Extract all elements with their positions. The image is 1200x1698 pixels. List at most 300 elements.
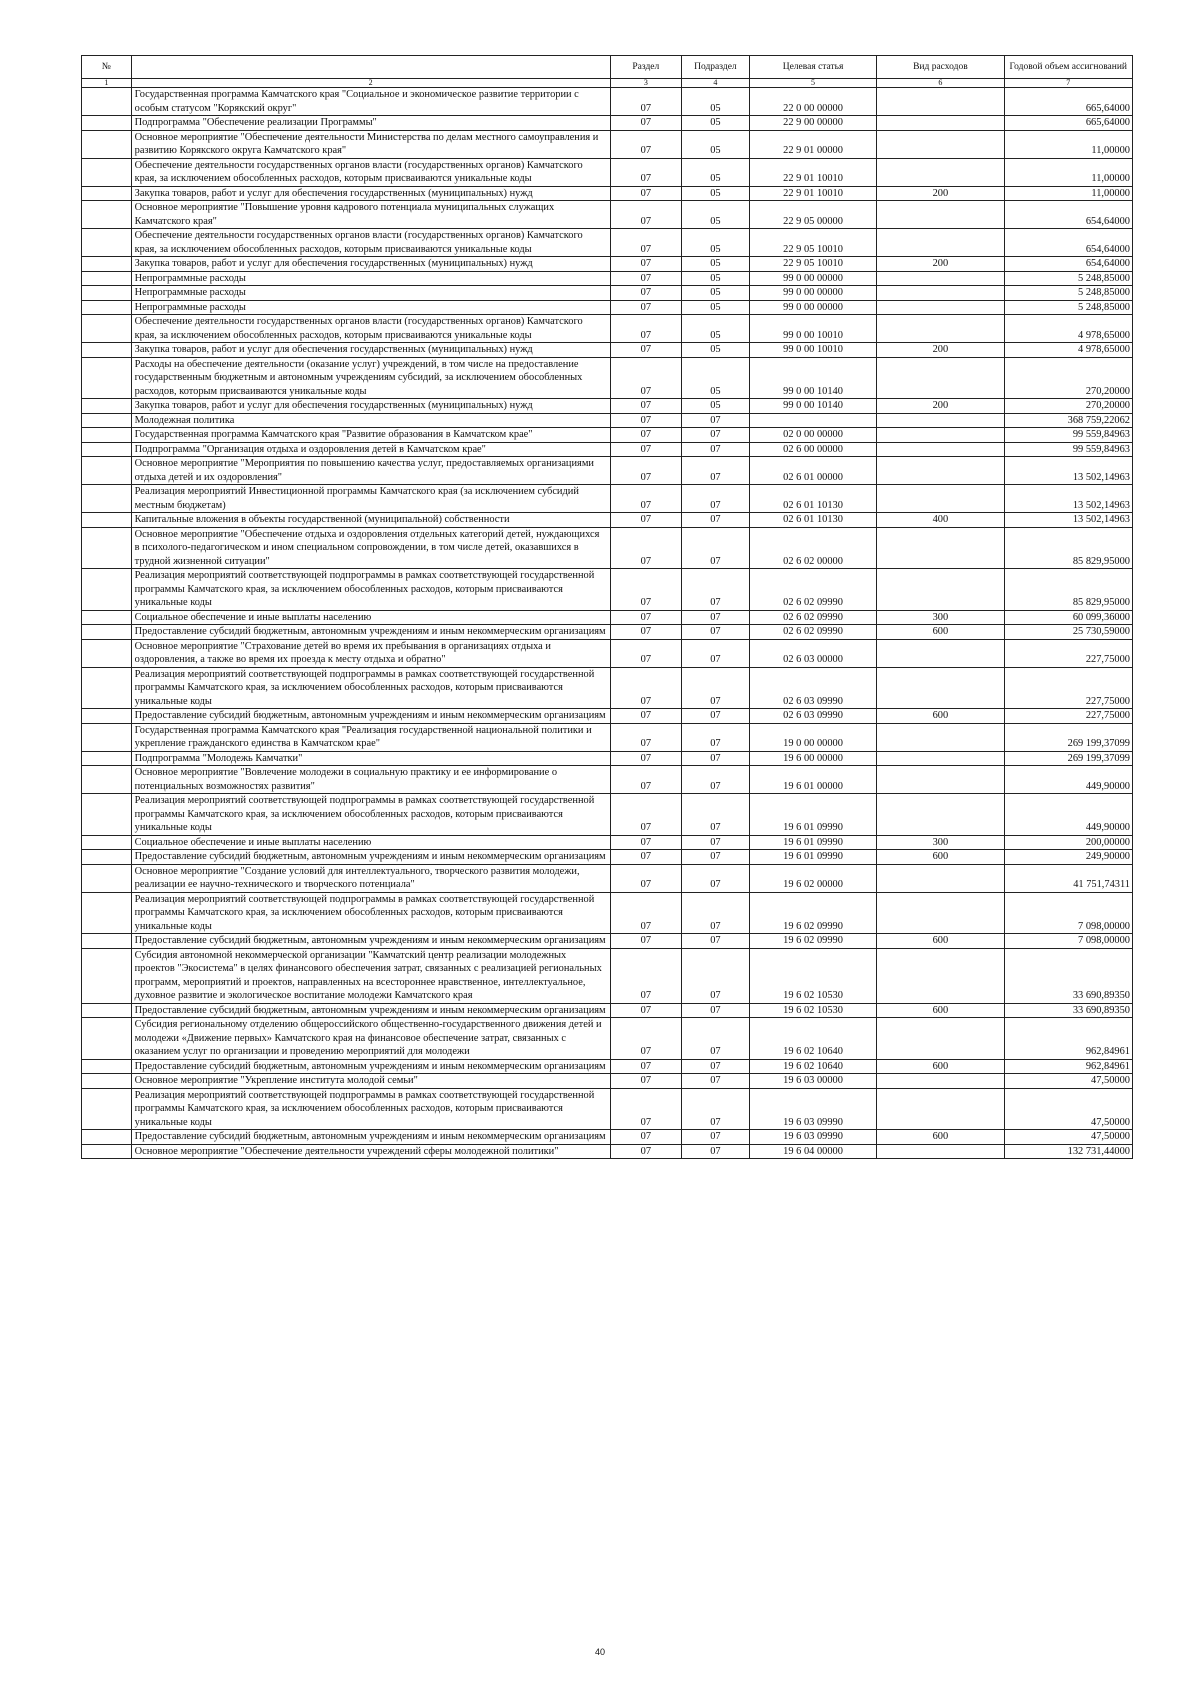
row-name-cell: Непрограммные расходы (131, 271, 610, 286)
row-number-cell (82, 835, 132, 850)
row-number-cell (82, 892, 132, 934)
amount-cell: 449,90000 (1004, 794, 1132, 836)
row-name-cell: Подпрограмма "Организация отдыха и оздоровления детей в Камчатском крае" (131, 442, 610, 457)
target-article-cell: 02 6 03 00000 (749, 639, 876, 667)
table-row (82, 948, 1133, 1003)
row-name-cell: Закупка товаров, работ и услуг для обеспечения государственных (муниципальных) нужд (131, 399, 610, 414)
target-article-cell: 19 6 02 10640 (749, 1018, 876, 1060)
table-row (82, 1130, 1133, 1145)
row-name-cell: Реализация мероприятий соответствующей подпрограммы в рамках соответствующей государственной программы Камчатского края, за исключением обособленных расходов, которым присваиваются уникальные коды (131, 569, 610, 611)
amount-cell: 85 829,95000 (1004, 527, 1132, 569)
amount-cell: 962,84961 (1004, 1018, 1132, 1060)
row-number-cell (82, 751, 132, 766)
expense-type-cell (877, 116, 1004, 131)
row-name-cell: Основное мероприятие "Обеспечение деятельности Министерства по делам местного самоуправления и развитию Корякского округа Камчатского края" (131, 130, 610, 158)
target-article-cell: 02 6 03 09990 (749, 709, 876, 724)
expense-type-cell (877, 1074, 1004, 1089)
amount-cell: 654,64000 (1004, 201, 1132, 229)
razdel-cell: 07 (610, 709, 681, 724)
podrazdel-cell: 05 (681, 300, 749, 315)
table-row (82, 850, 1133, 865)
row-number-cell (82, 625, 132, 640)
row-number-cell (82, 1018, 132, 1060)
header-name (131, 56, 610, 79)
row-name-cell: Подпрограмма "Молодежь Камчатки" (131, 751, 610, 766)
table-row (82, 357, 1133, 399)
expense-type-cell (877, 1018, 1004, 1060)
table-row (82, 569, 1133, 611)
table-row (82, 485, 1133, 513)
row-number-cell (82, 1074, 132, 1089)
amount-cell: 7 098,00000 (1004, 934, 1132, 949)
table-row (82, 1074, 1133, 1089)
podrazdel-cell: 05 (681, 130, 749, 158)
row-number-cell (82, 513, 132, 528)
target-article-cell: 99 0 00 10140 (749, 357, 876, 399)
target-article-cell: 19 6 04 00000 (749, 1144, 876, 1159)
amount-cell: 227,75000 (1004, 667, 1132, 709)
table-row (82, 116, 1133, 131)
razdel-cell: 07 (610, 130, 681, 158)
expense-type-cell (877, 300, 1004, 315)
amount-cell: 33 690,89350 (1004, 1003, 1132, 1018)
expense-type-cell (877, 569, 1004, 611)
column-number: 5 (749, 79, 876, 88)
podrazdel-cell: 05 (681, 158, 749, 186)
row-name-cell: Основное мероприятие "Мероприятия по повышению качества услуг, предоставляемых организациями отдыха детей и их оздоровления" (131, 457, 610, 485)
amount-cell: 227,75000 (1004, 639, 1132, 667)
razdel-cell: 07 (610, 569, 681, 611)
razdel-cell: 07 (610, 639, 681, 667)
row-name-cell: Непрограммные расходы (131, 286, 610, 301)
razdel-cell: 07 (610, 1018, 681, 1060)
row-number-cell (82, 527, 132, 569)
row-name-cell: Основное мероприятие "Обеспечение отдыха и оздоровления отдельных категорий детей, нуждающихся в психолого-педагогическом и ином специальном сопровождении, в том числе детей, оказавшихся в трудной жизненной ситуации" (131, 527, 610, 569)
row-number-cell (82, 1059, 132, 1074)
target-article-cell: 19 6 02 09990 (749, 892, 876, 934)
expense-type-cell (877, 1144, 1004, 1159)
podrazdel-cell: 05 (681, 343, 749, 358)
podrazdel-cell: 07 (681, 527, 749, 569)
expense-type-cell: 400 (877, 513, 1004, 528)
podrazdel-cell: 07 (681, 864, 749, 892)
podrazdel-cell: 05 (681, 116, 749, 131)
expense-type-cell: 200 (877, 343, 1004, 358)
expense-type-cell (877, 286, 1004, 301)
column-number-row (82, 79, 1133, 88)
razdel-cell: 07 (610, 158, 681, 186)
table-row (82, 457, 1133, 485)
table-row (82, 709, 1133, 724)
razdel-cell: 07 (610, 766, 681, 794)
row-number-cell (82, 300, 132, 315)
table-row (82, 158, 1133, 186)
amount-cell: 33 690,89350 (1004, 948, 1132, 1003)
table-row (82, 257, 1133, 272)
expense-type-cell (877, 723, 1004, 751)
row-name-cell: Закупка товаров, работ и услуг для обеспечения государственных (муниципальных) нужд (131, 343, 610, 358)
row-number-cell (82, 428, 132, 443)
row-name-cell: Подпрограмма "Обеспечение реализации Программы" (131, 116, 610, 131)
row-number-cell (82, 257, 132, 272)
table-row (82, 667, 1133, 709)
expense-type-cell (877, 442, 1004, 457)
target-article-cell: 19 6 01 09990 (749, 835, 876, 850)
row-number-cell (82, 271, 132, 286)
podrazdel-cell: 05 (681, 88, 749, 116)
target-article-cell: 19 6 01 09990 (749, 850, 876, 865)
table-row (82, 864, 1133, 892)
razdel-cell: 07 (610, 357, 681, 399)
row-name-cell: Реализация мероприятий соответствующей подпрограммы в рамках соответствующей государственной программы Камчатского края, за исключением обособленных расходов, которым присваиваются уникальные коды (131, 794, 610, 836)
amount-cell: 4 978,65000 (1004, 315, 1132, 343)
target-article-cell: 19 6 03 00000 (749, 1074, 876, 1089)
podrazdel-cell: 05 (681, 257, 749, 272)
razdel-cell: 07 (610, 442, 681, 457)
target-article-cell: 19 6 02 10530 (749, 1003, 876, 1018)
table-row (82, 286, 1133, 301)
row-number-cell (82, 485, 132, 513)
expense-type-cell (877, 413, 1004, 428)
table-row (82, 1059, 1133, 1074)
razdel-cell: 07 (610, 186, 681, 201)
amount-cell: 47,50000 (1004, 1088, 1132, 1130)
razdel-cell: 07 (610, 457, 681, 485)
table-row (82, 201, 1133, 229)
table-row (82, 300, 1133, 315)
row-name-cell: Закупка товаров, работ и услуг для обеспечения государственных (муниципальных) нужд (131, 186, 610, 201)
razdel-cell: 07 (610, 751, 681, 766)
amount-cell: 11,00000 (1004, 186, 1132, 201)
column-number: 6 (877, 79, 1004, 88)
target-article-cell: 22 9 05 00000 (749, 201, 876, 229)
expense-type-cell (877, 1088, 1004, 1130)
table-row (82, 1018, 1133, 1060)
razdel-cell: 07 (610, 850, 681, 865)
podrazdel-cell: 07 (681, 948, 749, 1003)
row-name-cell: Расходы на обеспечение деятельности (оказание услуг) учреждений, в том числе на предоставление государственным бюджетным и автономным учреждениям субсидий, за исключением обособленных расходов, которым присваиваются уникальные коды (131, 357, 610, 399)
target-article-cell: 99 0 00 10140 (749, 399, 876, 414)
row-name-cell: Основное мероприятие "Обеспечение деятельности учреждений сферы молодежной политики" (131, 1144, 610, 1159)
amount-cell: 5 248,85000 (1004, 286, 1132, 301)
row-name-cell: Предоставление субсидий бюджетным, автономным учреждениям и иным некоммерческим организациям (131, 934, 610, 949)
table-row (82, 186, 1133, 201)
razdel-cell: 07 (610, 892, 681, 934)
amount-cell: 5 248,85000 (1004, 271, 1132, 286)
table-row (82, 625, 1133, 640)
amount-cell: 7 098,00000 (1004, 892, 1132, 934)
razdel-cell: 07 (610, 948, 681, 1003)
expense-type-cell: 600 (877, 1059, 1004, 1074)
row-number-cell (82, 766, 132, 794)
target-article-cell: 99 0 00 00000 (749, 286, 876, 301)
row-number-cell (82, 116, 132, 131)
amount-cell: 665,64000 (1004, 116, 1132, 131)
razdel-cell: 07 (610, 1144, 681, 1159)
budget-table (81, 55, 1133, 1159)
row-number-cell (82, 723, 132, 751)
amount-cell: 47,50000 (1004, 1074, 1132, 1089)
expense-type-cell (877, 201, 1004, 229)
row-name-cell: Обеспечение деятельности государственных органов власти (государственных органов) Камчатского края, за исключением обособленных расходов, которым присваиваются уникальные коды (131, 229, 610, 257)
target-article-cell: 02 6 00 00000 (749, 442, 876, 457)
expense-type-cell (877, 751, 1004, 766)
row-name-cell: Реализация мероприятий соответствующей подпрограммы в рамках соответствующей государственной программы Камчатского края, за исключением обособленных расходов, которым присваиваются уникальные коды (131, 1088, 610, 1130)
razdel-cell: 07 (610, 413, 681, 428)
amount-cell: 13 502,14963 (1004, 485, 1132, 513)
row-number-cell (82, 158, 132, 186)
table-row (82, 413, 1133, 428)
column-number: 4 (681, 79, 749, 88)
amount-cell: 654,64000 (1004, 257, 1132, 272)
podrazdel-cell: 07 (681, 1003, 749, 1018)
podrazdel-cell: 07 (681, 709, 749, 724)
column-number: 7 (1004, 79, 1132, 88)
amount-cell: 60 099,36000 (1004, 610, 1132, 625)
target-article-cell: 22 9 01 00000 (749, 130, 876, 158)
podrazdel-cell: 07 (681, 1144, 749, 1159)
target-article-cell: 19 6 03 09990 (749, 1130, 876, 1145)
target-article-cell: 22 9 05 10010 (749, 257, 876, 272)
row-name-cell: Государственная программа Камчатского края "Социальное и экономическое развитие территории с особым статусом "Корякский округ" (131, 88, 610, 116)
podrazdel-cell: 07 (681, 1059, 749, 1074)
expense-type-cell (877, 527, 1004, 569)
target-article-cell: 02 0 00 00000 (749, 428, 876, 443)
table-row (82, 1144, 1133, 1159)
target-article-cell: 99 0 00 00000 (749, 300, 876, 315)
expense-type-cell: 600 (877, 1003, 1004, 1018)
amount-cell: 99 559,84963 (1004, 442, 1132, 457)
table-row (82, 399, 1133, 414)
table-row (82, 527, 1133, 569)
row-name-cell: Основное мероприятие "Укрепление института молодой семьи" (131, 1074, 610, 1089)
header-annual-amount: Годовой объем ассигнований (1004, 56, 1132, 79)
razdel-cell: 07 (610, 835, 681, 850)
row-name-cell: Обеспечение деятельности государственных органов власти (государственных органов) Камчатского края, за исключением обособленных расходов, которым присваиваются уникальные коды (131, 315, 610, 343)
podrazdel-cell: 07 (681, 794, 749, 836)
table-row (82, 428, 1133, 443)
razdel-cell: 07 (610, 1130, 681, 1145)
row-name-cell: Реализация мероприятий соответствующей подпрограммы в рамках соответствующей государственной программы Камчатского края, за исключением обособленных расходов, которым присваиваются уникальные коды (131, 667, 610, 709)
amount-cell: 4 978,65000 (1004, 343, 1132, 358)
row-name-cell: Социальное обеспечение и иные выплаты населению (131, 610, 610, 625)
target-article-cell: 99 0 00 10010 (749, 343, 876, 358)
table-row (82, 610, 1133, 625)
podrazdel-cell: 05 (681, 286, 749, 301)
razdel-cell: 07 (610, 229, 681, 257)
target-article-cell: 02 6 02 00000 (749, 527, 876, 569)
target-article-cell: 22 0 00 00000 (749, 88, 876, 116)
row-number-cell (82, 1003, 132, 1018)
row-name-cell: Предоставление субсидий бюджетным, автономным учреждениям и иным некоммерческим организациям (131, 850, 610, 865)
table-row (82, 271, 1133, 286)
expense-type-cell: 600 (877, 709, 1004, 724)
razdel-cell: 07 (610, 88, 681, 116)
header-target-article: Целевая статья (749, 56, 876, 79)
expense-type-cell (877, 158, 1004, 186)
row-number-cell (82, 667, 132, 709)
podrazdel-cell: 07 (681, 485, 749, 513)
expense-type-cell (877, 315, 1004, 343)
row-number-cell (82, 88, 132, 116)
podrazdel-cell: 07 (681, 457, 749, 485)
amount-cell: 665,64000 (1004, 88, 1132, 116)
expense-type-cell: 200 (877, 186, 1004, 201)
amount-cell: 5 248,85000 (1004, 300, 1132, 315)
podrazdel-cell: 07 (681, 1074, 749, 1089)
row-name-cell: Предоставление субсидий бюджетным, автономным учреждениям и иным некоммерческим организациям (131, 625, 610, 640)
razdel-cell: 07 (610, 300, 681, 315)
header-row (82, 56, 1133, 79)
row-number-cell (82, 850, 132, 865)
table-row (82, 751, 1133, 766)
row-name-cell: Обеспечение деятельности государственных органов власти (государственных органов) Камчатского края, за исключением обособленных расходов, которым присваиваются уникальные коды (131, 158, 610, 186)
amount-cell: 25 730,59000 (1004, 625, 1132, 640)
amount-cell: 200,00000 (1004, 835, 1132, 850)
podrazdel-cell: 07 (681, 751, 749, 766)
podrazdel-cell: 07 (681, 835, 749, 850)
target-article-cell: 22 9 00 00000 (749, 116, 876, 131)
table-row (82, 229, 1133, 257)
podrazdel-cell: 07 (681, 413, 749, 428)
expense-type-cell: 300 (877, 835, 1004, 850)
razdel-cell: 07 (610, 1059, 681, 1074)
expense-type-cell (877, 485, 1004, 513)
row-number-cell (82, 201, 132, 229)
row-name-cell: Субсидия региональному отделению общероссийского общественно-государственного движения детей и молодежи «Движение первых» Камчатского края на финансовое обеспечение затрат, связанных с оказанием услуг по организации и проведению мероприятий для молодежи (131, 1018, 610, 1060)
row-number-cell (82, 130, 132, 158)
expense-type-cell (877, 639, 1004, 667)
razdel-cell: 07 (610, 257, 681, 272)
podrazdel-cell: 07 (681, 850, 749, 865)
target-article-cell: 02 6 01 10130 (749, 513, 876, 528)
expense-type-cell: 600 (877, 850, 1004, 865)
target-article-cell: 22 9 01 10010 (749, 186, 876, 201)
razdel-cell: 07 (610, 485, 681, 513)
row-name-cell: Реализация мероприятий Инвестиционной программы Камчатского края (за исключением субсидий местным бюджетам) (131, 485, 610, 513)
podrazdel-cell: 07 (681, 1088, 749, 1130)
expense-type-cell (877, 88, 1004, 116)
target-article-cell: 02 6 01 00000 (749, 457, 876, 485)
row-name-cell: Реализация мероприятий соответствующей подпрограммы в рамках соответствующей государственной программы Камчатского края, за исключением обособленных расходов, которым присваиваются уникальные коды (131, 892, 610, 934)
podrazdel-cell: 05 (681, 315, 749, 343)
row-number-cell (82, 413, 132, 428)
row-name-cell: Молодежная политика (131, 413, 610, 428)
row-number-cell (82, 610, 132, 625)
row-name-cell: Основное мероприятие "Вовлечение молодежи в социальную практику и ее информирование о потенциальных возможностях развития" (131, 766, 610, 794)
row-number-cell (82, 186, 132, 201)
row-name-cell: Государственная программа Камчатского края "Развитие образования в Камчатском крае" (131, 428, 610, 443)
target-article-cell: 19 6 03 09990 (749, 1088, 876, 1130)
target-article-cell (749, 413, 876, 428)
expense-type-cell (877, 357, 1004, 399)
table-body (82, 88, 1133, 1159)
table-row (82, 513, 1133, 528)
row-name-cell: Социальное обеспечение и иные выплаты населению (131, 835, 610, 850)
row-number-cell (82, 1144, 132, 1159)
razdel-cell: 07 (610, 513, 681, 528)
podrazdel-cell: 07 (681, 513, 749, 528)
row-number-cell (82, 229, 132, 257)
target-article-cell: 02 6 02 09990 (749, 569, 876, 611)
expense-type-cell (877, 130, 1004, 158)
target-article-cell: 02 6 02 09990 (749, 625, 876, 640)
row-number-cell (82, 948, 132, 1003)
expense-type-cell (877, 667, 1004, 709)
amount-cell: 449,90000 (1004, 766, 1132, 794)
row-number-cell (82, 399, 132, 414)
podrazdel-cell: 07 (681, 723, 749, 751)
razdel-cell: 07 (610, 625, 681, 640)
row-number-cell (82, 569, 132, 611)
column-number: 1 (82, 79, 132, 88)
table-row (82, 639, 1133, 667)
table-row (82, 442, 1133, 457)
row-number-cell (82, 357, 132, 399)
amount-cell: 85 829,95000 (1004, 569, 1132, 611)
header-number: № (82, 56, 132, 79)
podrazdel-cell: 05 (681, 399, 749, 414)
razdel-cell: 07 (610, 527, 681, 569)
expense-type-cell (877, 428, 1004, 443)
expense-type-cell (877, 948, 1004, 1003)
row-number-cell (82, 1088, 132, 1130)
table-row (82, 794, 1133, 836)
razdel-cell: 07 (610, 399, 681, 414)
header-expense-type: Вид расходов (877, 56, 1004, 79)
table-row (82, 343, 1133, 358)
razdel-cell: 07 (610, 1003, 681, 1018)
podrazdel-cell: 05 (681, 229, 749, 257)
amount-cell: 249,90000 (1004, 850, 1132, 865)
razdel-cell: 07 (610, 343, 681, 358)
row-number-cell (82, 864, 132, 892)
podrazdel-cell: 05 (681, 271, 749, 286)
target-article-cell: 19 6 02 10640 (749, 1059, 876, 1074)
target-article-cell: 19 6 02 09990 (749, 934, 876, 949)
amount-cell: 962,84961 (1004, 1059, 1132, 1074)
razdel-cell: 07 (610, 1088, 681, 1130)
razdel-cell: 07 (610, 315, 681, 343)
expense-type-cell: 300 (877, 610, 1004, 625)
razdel-cell: 07 (610, 286, 681, 301)
row-name-cell: Государственная программа Камчатского края "Реализация государственной национальной политики и укрепление гражданского единства в Камчатском крае" (131, 723, 610, 751)
expense-type-cell (877, 794, 1004, 836)
row-name-cell: Непрограммные расходы (131, 300, 610, 315)
row-name-cell: Субсидия автономной некоммерческой организации "Камчатский центр реализации молодежных проектов "Экосистема" в целях финансового обеспечения затрат, связанных с реализацией региональных программ, мероприятий и проектов, направленных на всестороннее нравственное, интеллектуальное, духовное развитие и экологическое воспитание молодежи Камчатского края (131, 948, 610, 1003)
table-row (82, 934, 1133, 949)
row-number-cell (82, 709, 132, 724)
row-name-cell: Предоставление субсидий бюджетным, автономным учреждениям и иным некоммерческим организациям (131, 1003, 610, 1018)
expense-type-cell: 200 (877, 399, 1004, 414)
column-number: 3 (610, 79, 681, 88)
podrazdel-cell: 07 (681, 1130, 749, 1145)
amount-cell: 47,50000 (1004, 1130, 1132, 1145)
target-article-cell: 19 6 01 00000 (749, 766, 876, 794)
expense-type-cell: 200 (877, 257, 1004, 272)
target-article-cell: 19 6 01 09990 (749, 794, 876, 836)
row-number-cell (82, 286, 132, 301)
amount-cell: 13 502,14963 (1004, 457, 1132, 485)
razdel-cell: 07 (610, 934, 681, 949)
podrazdel-cell: 05 (681, 357, 749, 399)
podrazdel-cell: 07 (681, 892, 749, 934)
target-article-cell: 02 6 01 10130 (749, 485, 876, 513)
razdel-cell: 07 (610, 864, 681, 892)
row-name-cell: Основное мероприятие "Страхование детей во время их пребывания в организациях отдыха и оздоровления, а также во время их проезда к месту отдыха и обратно" (131, 639, 610, 667)
amount-cell: 227,75000 (1004, 709, 1132, 724)
podrazdel-cell: 07 (681, 569, 749, 611)
